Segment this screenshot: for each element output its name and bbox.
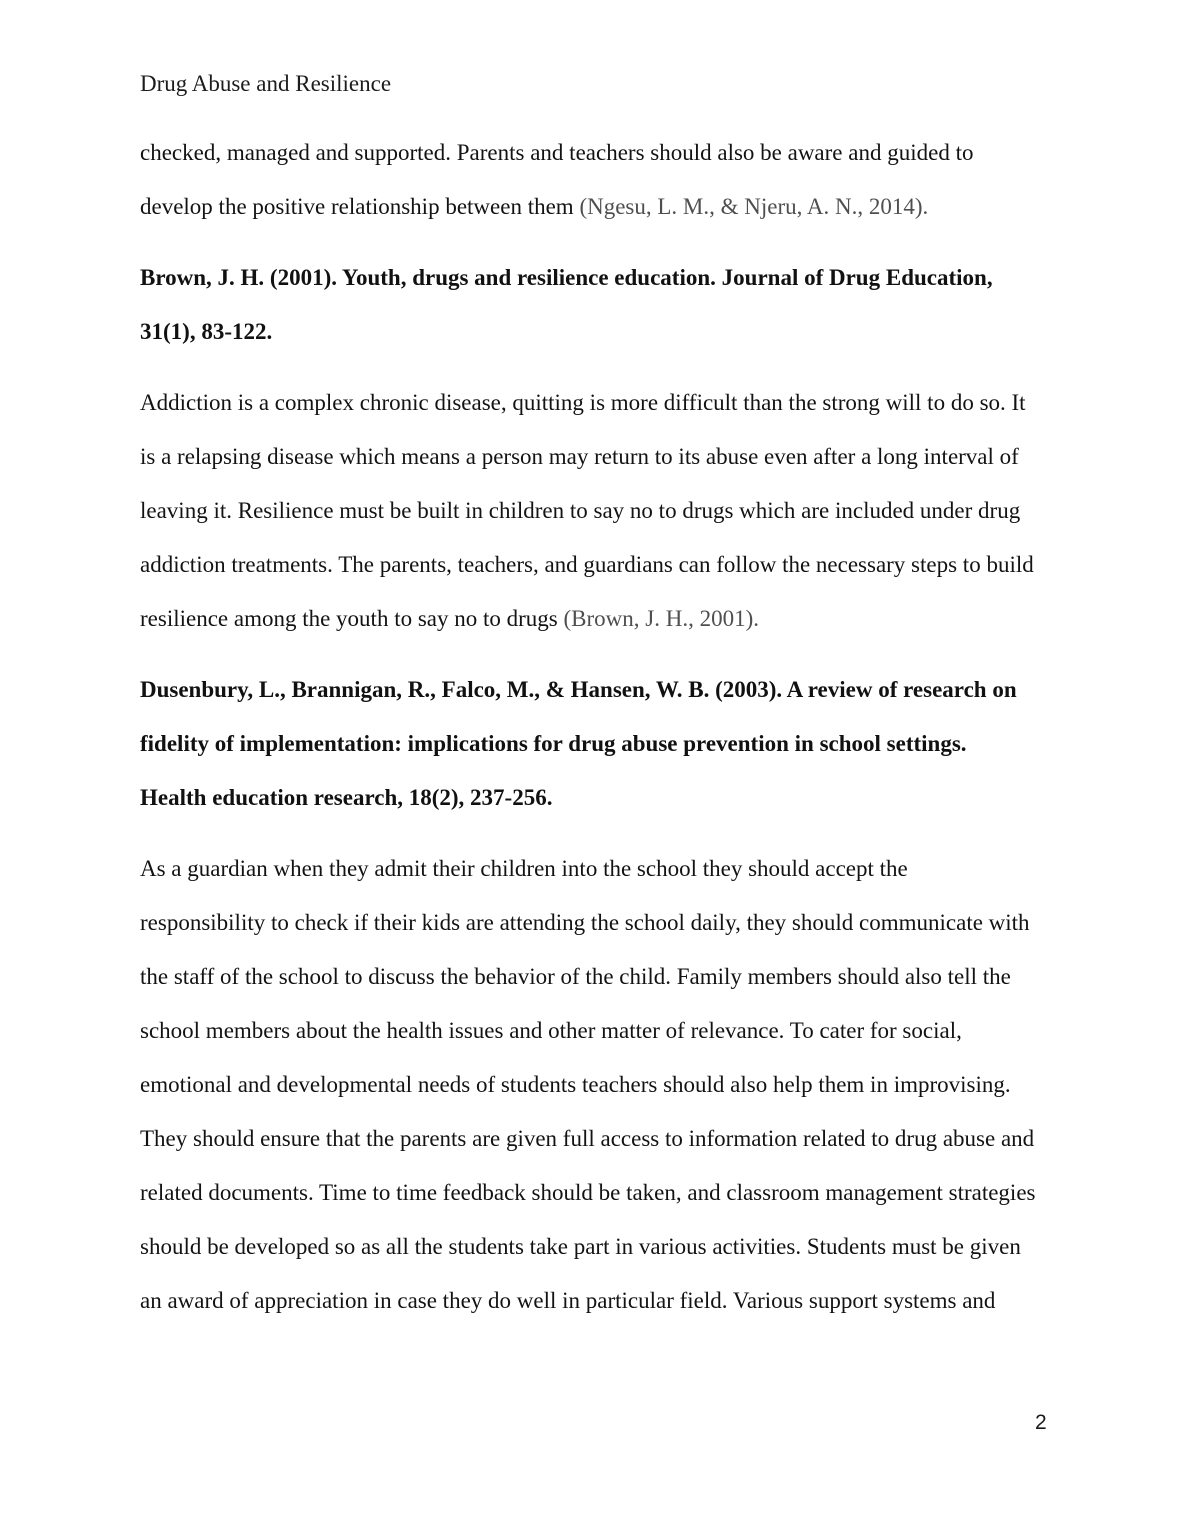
text-line: responsibility to check if their kids are attending the school daily, they should communicate with [140,910,1030,935]
text-line: the staff of the school to discuss the behavior of the child. Family members should also tell the [140,964,1011,989]
text-line: related documents. Time to time feedback should be taken, and classroom management strategies [140,1180,1036,1205]
reference-entry-dusenbury [140,663,1072,825]
text-line: leaving it. Resilience must be built in children to say no to drugs which are included under drug [140,498,1021,523]
text-run: develop the positive relationship between them [140,194,580,219]
text-line: an award of appreciation in case they do well in particular field. Various support systems and [140,1288,996,1313]
paragraph-intro [140,126,1072,234]
text-line: should be developed so as all the students take part in various activities. Students must be given [140,1234,1021,1259]
text-line: As a guardian when they admit their children into the school they should accept the [140,856,908,881]
text-line: Brown, J. H. (2001). Youth, drugs and resilience education. Journal of Drug Education, [140,265,993,290]
text-line: fidelity of implementation: implications for drug abuse prevention in school settings. [140,731,967,756]
text-line: checked, managed and supported. Parents and teachers should also be aware and guided to [140,140,974,165]
text-line [140,592,1072,646]
text-line: is a relapsing disease which means a person may return to its abuse even after a long interval of [140,444,1019,469]
page-number: 2 [1035,1411,1047,1434]
text-line: Health education research, 18(2), 237-256. [140,785,553,810]
text-line: Addiction is a complex chronic disease, quitting is more difficult than the strong will to do so. It [140,390,1026,415]
text-run: resilience among the youth to say no to drugs [140,606,564,631]
text-line: emotional and developmental needs of students teachers should also help them in improvising. [140,1072,1011,1097]
reference-entry-brown [140,251,1072,359]
text-line: school members about the health issues and other matter of relevance. To cater for social, [140,1018,962,1043]
citation-brown: (Brown, J. H., 2001). [563,606,760,631]
text-line: They should ensure that the parents are given full access to information related to drug abuse and [140,1126,1035,1151]
citation-ngesu-njeru: (Ngesu, L. M., & Njeru, A. N., 2014). [579,194,929,219]
running-header: Drug Abuse and Resilience [140,71,392,96]
text-line: 31(1), 83-122. [140,319,273,344]
paragraph-guardian [140,842,1072,1328]
text-line: Dusenbury, L., Brannigan, R., Falco, M., & Hansen, W. B. (2003). A review of research on [140,677,1017,702]
text-line [140,180,1072,234]
text-line: addiction treatments. The parents, teachers, and guardians can follow the necessary steps to build [140,552,1034,577]
paragraph-addiction [140,376,1072,646]
